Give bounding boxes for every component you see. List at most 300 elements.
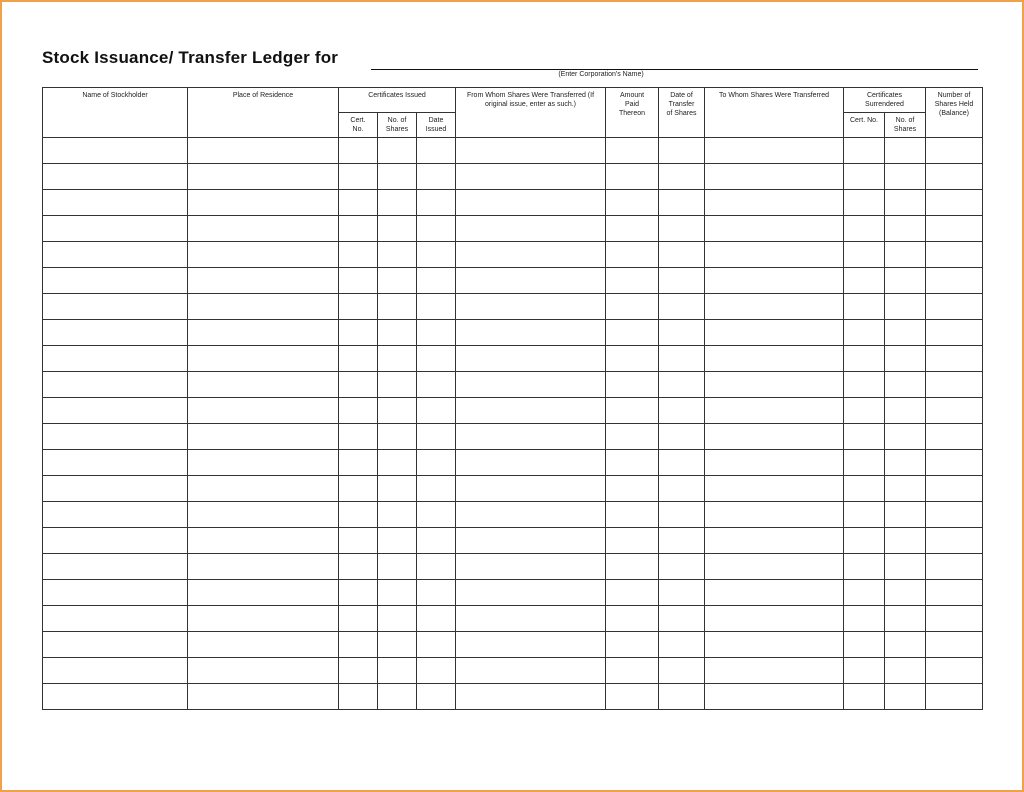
- cell-surrendered-no-shares[interactable]: [885, 476, 926, 502]
- cell-amount-paid[interactable]: [606, 424, 659, 450]
- cell-to-whom[interactable]: [705, 138, 844, 164]
- cell-no-shares[interactable]: [378, 138, 417, 164]
- cell-residence[interactable]: [188, 476, 339, 502]
- cell-surrendered-cert-no[interactable]: [844, 580, 885, 606]
- cell-date-transfer[interactable]: [659, 346, 705, 372]
- cell-shares-held[interactable]: [926, 606, 983, 632]
- cell-no-shares[interactable]: [378, 684, 417, 710]
- cell-surrendered-cert-no[interactable]: [844, 658, 885, 684]
- cell-surrendered-cert-no[interactable]: [844, 138, 885, 164]
- cell-residence[interactable]: [188, 528, 339, 554]
- cell-shares-held[interactable]: [926, 242, 983, 268]
- cell-date-transfer[interactable]: [659, 398, 705, 424]
- cell-date-issued[interactable]: [417, 658, 456, 684]
- cell-no-shares[interactable]: [378, 606, 417, 632]
- cell-name[interactable]: [43, 476, 188, 502]
- cell-date-issued[interactable]: [417, 138, 456, 164]
- cell-from-whom[interactable]: [456, 398, 606, 424]
- cell-cert-no[interactable]: [339, 684, 378, 710]
- cell-from-whom[interactable]: [456, 476, 606, 502]
- table-row: [43, 372, 983, 398]
- cell-cert-no[interactable]: [339, 502, 378, 528]
- cell-residence[interactable]: [188, 580, 339, 606]
- cell-surrendered-cert-no[interactable]: [844, 632, 885, 658]
- cell-date-issued[interactable]: [417, 554, 456, 580]
- cell-shares-held[interactable]: [926, 216, 983, 242]
- cell-date-issued[interactable]: [417, 216, 456, 242]
- cell-name[interactable]: [43, 632, 188, 658]
- cell-name[interactable]: [43, 242, 188, 268]
- cell-amount-paid[interactable]: [606, 476, 659, 502]
- cell-residence[interactable]: [188, 242, 339, 268]
- cell-surrendered-cert-no[interactable]: [844, 398, 885, 424]
- cell-shares-held[interactable]: [926, 320, 983, 346]
- cell-surrendered-no-shares[interactable]: [885, 242, 926, 268]
- cell-shares-held[interactable]: [926, 554, 983, 580]
- table-row: [43, 450, 983, 476]
- cell-surrendered-no-shares[interactable]: [885, 424, 926, 450]
- cell-date-transfer[interactable]: [659, 658, 705, 684]
- cell-to-whom[interactable]: [705, 632, 844, 658]
- cell-name[interactable]: [43, 268, 188, 294]
- cell-date-issued[interactable]: [417, 242, 456, 268]
- ledger-table: [42, 87, 983, 710]
- cell-name[interactable]: [43, 502, 188, 528]
- cell-name[interactable]: [43, 450, 188, 476]
- cell-from-whom[interactable]: [456, 632, 606, 658]
- cell-surrendered-cert-no[interactable]: [844, 320, 885, 346]
- table-row: [43, 242, 983, 268]
- cell-residence[interactable]: [188, 164, 339, 190]
- cell-date-transfer[interactable]: [659, 216, 705, 242]
- table-row: [43, 216, 983, 242]
- cell-date-issued[interactable]: [417, 476, 456, 502]
- table-row: [43, 294, 983, 320]
- cell-surrendered-no-shares[interactable]: [885, 346, 926, 372]
- cell-residence[interactable]: [188, 320, 339, 346]
- cell-no-shares[interactable]: [378, 502, 417, 528]
- cell-residence[interactable]: [188, 684, 339, 710]
- cell-no-shares[interactable]: [378, 554, 417, 580]
- cell-no-shares[interactable]: [378, 320, 417, 346]
- cell-shares-held[interactable]: [926, 528, 983, 554]
- cell-from-whom[interactable]: [456, 554, 606, 580]
- cell-surrendered-no-shares[interactable]: [885, 554, 926, 580]
- cell-shares-held[interactable]: [926, 372, 983, 398]
- cell-no-shares[interactable]: [378, 294, 417, 320]
- cell-cert-no[interactable]: [339, 580, 378, 606]
- cell-from-whom[interactable]: [456, 658, 606, 684]
- cell-cert-no[interactable]: [339, 528, 378, 554]
- cell-amount-paid[interactable]: [606, 528, 659, 554]
- cell-date-transfer[interactable]: [659, 554, 705, 580]
- cell-date-issued[interactable]: [417, 190, 456, 216]
- col-header-no-shares: No. of Shares: [378, 113, 417, 138]
- cell-surrendered-cert-no[interactable]: [844, 424, 885, 450]
- cell-to-whom[interactable]: [705, 450, 844, 476]
- cell-date-issued[interactable]: [417, 528, 456, 554]
- cell-from-whom[interactable]: [456, 502, 606, 528]
- cell-shares-held[interactable]: [926, 138, 983, 164]
- cell-cert-no[interactable]: [339, 476, 378, 502]
- cell-name[interactable]: [43, 580, 188, 606]
- cell-name[interactable]: [43, 658, 188, 684]
- cell-date-issued[interactable]: [417, 294, 456, 320]
- cell-residence[interactable]: [188, 502, 339, 528]
- cell-date-issued[interactable]: [417, 424, 456, 450]
- cell-no-shares[interactable]: [378, 450, 417, 476]
- table-row: [43, 424, 983, 450]
- table-row: [43, 138, 983, 164]
- cell-from-whom[interactable]: [456, 450, 606, 476]
- cell-to-whom[interactable]: [705, 476, 844, 502]
- cell-to-whom[interactable]: [705, 372, 844, 398]
- cell-amount-paid[interactable]: [606, 190, 659, 216]
- cell-name[interactable]: [43, 372, 188, 398]
- cell-shares-held[interactable]: [926, 450, 983, 476]
- cell-date-transfer[interactable]: [659, 632, 705, 658]
- cell-from-whom[interactable]: [456, 138, 606, 164]
- cell-shares-held[interactable]: [926, 294, 983, 320]
- cell-cert-no[interactable]: [339, 242, 378, 268]
- cell-amount-paid[interactable]: [606, 268, 659, 294]
- cell-shares-held[interactable]: [926, 580, 983, 606]
- cell-from-whom[interactable]: [456, 346, 606, 372]
- cell-no-shares[interactable]: [378, 216, 417, 242]
- cell-surrendered-cert-no[interactable]: [844, 450, 885, 476]
- col-header-surrendered-cert-no: Cert. No.: [844, 113, 885, 138]
- cell-no-shares[interactable]: [378, 190, 417, 216]
- cell-amount-paid[interactable]: [606, 658, 659, 684]
- cell-amount-paid[interactable]: [606, 138, 659, 164]
- cell-date-issued[interactable]: [417, 268, 456, 294]
- cell-cert-no[interactable]: [339, 190, 378, 216]
- col-header-shares-held: Number of Shares Held (Balance): [926, 88, 983, 138]
- cell-date-issued[interactable]: [417, 632, 456, 658]
- cell-surrendered-no-shares[interactable]: [885, 528, 926, 554]
- cell-name[interactable]: [43, 138, 188, 164]
- cell-surrendered-no-shares[interactable]: [885, 632, 926, 658]
- cell-name[interactable]: [43, 164, 188, 190]
- col-header-name: Name of Stockholder: [43, 88, 188, 138]
- cell-from-whom[interactable]: [456, 190, 606, 216]
- cell-name[interactable]: [43, 320, 188, 346]
- cell-to-whom[interactable]: [705, 554, 844, 580]
- cell-residence[interactable]: [188, 138, 339, 164]
- cell-surrendered-cert-no[interactable]: [844, 346, 885, 372]
- cell-shares-held[interactable]: [926, 424, 983, 450]
- cell-date-transfer[interactable]: [659, 294, 705, 320]
- cell-surrendered-no-shares[interactable]: [885, 164, 926, 190]
- cell-cert-no[interactable]: [339, 372, 378, 398]
- cell-surrendered-cert-no[interactable]: [844, 528, 885, 554]
- table-row: [43, 554, 983, 580]
- col-header-certificates-issued: Certificates Issued: [339, 88, 456, 113]
- cell-surrendered-no-shares[interactable]: [885, 502, 926, 528]
- cell-from-whom[interactable]: [456, 242, 606, 268]
- cell-name[interactable]: [43, 216, 188, 242]
- cell-amount-paid[interactable]: [606, 164, 659, 190]
- cell-to-whom[interactable]: [705, 320, 844, 346]
- cell-surrendered-cert-no[interactable]: [844, 502, 885, 528]
- cell-date-transfer[interactable]: [659, 476, 705, 502]
- cell-no-shares[interactable]: [378, 424, 417, 450]
- cell-surrendered-no-shares[interactable]: [885, 320, 926, 346]
- cell-cert-no[interactable]: [339, 164, 378, 190]
- cell-shares-held[interactable]: [926, 164, 983, 190]
- cell-shares-held[interactable]: [926, 398, 983, 424]
- cell-cert-no[interactable]: [339, 346, 378, 372]
- table-row: [43, 502, 983, 528]
- cell-shares-held[interactable]: [926, 190, 983, 216]
- cell-residence[interactable]: [188, 346, 339, 372]
- cell-surrendered-no-shares[interactable]: [885, 450, 926, 476]
- cell-amount-paid[interactable]: [606, 554, 659, 580]
- cell-to-whom[interactable]: [705, 502, 844, 528]
- cell-surrendered-no-shares[interactable]: [885, 580, 926, 606]
- cell-name[interactable]: [43, 424, 188, 450]
- cell-to-whom[interactable]: [705, 580, 844, 606]
- cell-name[interactable]: [43, 190, 188, 216]
- cell-from-whom[interactable]: [456, 424, 606, 450]
- cell-from-whom[interactable]: [456, 320, 606, 346]
- cell-surrendered-no-shares[interactable]: [885, 190, 926, 216]
- table-row: [43, 268, 983, 294]
- cell-date-issued[interactable]: [417, 502, 456, 528]
- cell-surrendered-no-shares[interactable]: [885, 658, 926, 684]
- cell-no-shares[interactable]: [378, 398, 417, 424]
- table-row: [43, 606, 983, 632]
- cell-to-whom[interactable]: [705, 684, 844, 710]
- cell-surrendered-cert-no[interactable]: [844, 216, 885, 242]
- cell-date-issued[interactable]: [417, 398, 456, 424]
- col-header-from-whom: From Whom Shares Were Transferred (If original issue, enter as such.): [456, 88, 606, 138]
- cell-amount-paid[interactable]: [606, 398, 659, 424]
- cell-cert-no[interactable]: [339, 658, 378, 684]
- cell-no-shares[interactable]: [378, 580, 417, 606]
- cell-cert-no[interactable]: [339, 398, 378, 424]
- cell-shares-held[interactable]: [926, 632, 983, 658]
- table-row: [43, 528, 983, 554]
- cell-amount-paid[interactable]: [606, 372, 659, 398]
- cell-from-whom[interactable]: [456, 580, 606, 606]
- cell-cert-no[interactable]: [339, 320, 378, 346]
- cell-date-issued[interactable]: [417, 450, 456, 476]
- cell-to-whom[interactable]: [705, 216, 844, 242]
- cell-date-transfer[interactable]: [659, 372, 705, 398]
- cell-no-shares[interactable]: [378, 632, 417, 658]
- cell-to-whom[interactable]: [705, 424, 844, 450]
- cell-residence[interactable]: [188, 294, 339, 320]
- cell-date-transfer[interactable]: [659, 450, 705, 476]
- cell-date-transfer[interactable]: [659, 424, 705, 450]
- corporation-name-line[interactable]: [371, 69, 978, 70]
- cell-amount-paid[interactable]: [606, 216, 659, 242]
- cell-surrendered-cert-no[interactable]: [844, 476, 885, 502]
- col-header-date-transfer: Date of Transfer of Shares: [659, 88, 705, 138]
- cell-name[interactable]: [43, 554, 188, 580]
- col-header-to-whom: To Whom Shares Were Transferred: [705, 88, 844, 138]
- cell-cert-no[interactable]: [339, 554, 378, 580]
- cell-cert-no[interactable]: [339, 424, 378, 450]
- cell-date-transfer[interactable]: [659, 606, 705, 632]
- cell-shares-held[interactable]: [926, 346, 983, 372]
- cell-surrendered-cert-no[interactable]: [844, 294, 885, 320]
- cell-date-issued[interactable]: [417, 164, 456, 190]
- cell-date-transfer[interactable]: [659, 242, 705, 268]
- table-row: [43, 190, 983, 216]
- cell-surrendered-no-shares[interactable]: [885, 684, 926, 710]
- cell-residence[interactable]: [188, 450, 339, 476]
- cell-to-whom[interactable]: [705, 294, 844, 320]
- cell-shares-held[interactable]: [926, 658, 983, 684]
- cell-surrendered-no-shares[interactable]: [885, 138, 926, 164]
- cell-surrendered-no-shares[interactable]: [885, 294, 926, 320]
- cell-date-issued[interactable]: [417, 320, 456, 346]
- cell-no-shares[interactable]: [378, 372, 417, 398]
- cell-from-whom[interactable]: [456, 164, 606, 190]
- cell-date-issued[interactable]: [417, 606, 456, 632]
- col-header-amount-paid: Amount Paid Thereon: [606, 88, 659, 138]
- cell-to-whom[interactable]: [705, 528, 844, 554]
- cell-no-shares[interactable]: [378, 346, 417, 372]
- cell-no-shares[interactable]: [378, 476, 417, 502]
- cell-shares-held[interactable]: [926, 502, 983, 528]
- cell-to-whom[interactable]: [705, 164, 844, 190]
- cell-amount-paid[interactable]: [606, 450, 659, 476]
- cell-surrendered-cert-no[interactable]: [844, 268, 885, 294]
- table-row: [43, 398, 983, 424]
- cell-surrendered-no-shares[interactable]: [885, 606, 926, 632]
- cell-to-whom[interactable]: [705, 658, 844, 684]
- cell-shares-held[interactable]: [926, 684, 983, 710]
- cell-cert-no[interactable]: [339, 138, 378, 164]
- cell-shares-held[interactable]: [926, 476, 983, 502]
- cell-cert-no[interactable]: [339, 450, 378, 476]
- cell-surrendered-cert-no[interactable]: [844, 554, 885, 580]
- cell-amount-paid[interactable]: [606, 606, 659, 632]
- cell-residence[interactable]: [188, 190, 339, 216]
- cell-surrendered-no-shares[interactable]: [885, 216, 926, 242]
- cell-surrendered-cert-no[interactable]: [844, 190, 885, 216]
- cell-residence[interactable]: [188, 606, 339, 632]
- cell-surrendered-cert-no[interactable]: [844, 242, 885, 268]
- cell-to-whom[interactable]: [705, 190, 844, 216]
- cell-amount-paid[interactable]: [606, 242, 659, 268]
- cell-from-whom[interactable]: [456, 268, 606, 294]
- cell-cert-no[interactable]: [339, 606, 378, 632]
- cell-date-transfer[interactable]: [659, 320, 705, 346]
- table-row: [43, 320, 983, 346]
- cell-residence[interactable]: [188, 372, 339, 398]
- col-header-cert-no: Cert. No.: [339, 113, 378, 138]
- cell-residence[interactable]: [188, 424, 339, 450]
- cell-no-shares[interactable]: [378, 528, 417, 554]
- cell-amount-paid[interactable]: [606, 320, 659, 346]
- cell-to-whom[interactable]: [705, 268, 844, 294]
- cell-date-issued[interactable]: [417, 346, 456, 372]
- cell-residence[interactable]: [188, 658, 339, 684]
- cell-from-whom[interactable]: [456, 294, 606, 320]
- cell-amount-paid[interactable]: [606, 502, 659, 528]
- cell-date-issued[interactable]: [417, 684, 456, 710]
- col-header-date-issued: Date Issued: [417, 113, 456, 138]
- cell-surrendered-no-shares[interactable]: [885, 268, 926, 294]
- cell-date-issued[interactable]: [417, 372, 456, 398]
- cell-surrendered-cert-no[interactable]: [844, 606, 885, 632]
- col-header-residence: Place of Residence: [188, 88, 339, 138]
- cell-no-shares[interactable]: [378, 164, 417, 190]
- cell-cert-no[interactable]: [339, 632, 378, 658]
- cell-cert-no[interactable]: [339, 294, 378, 320]
- cell-amount-paid[interactable]: [606, 346, 659, 372]
- cell-name[interactable]: [43, 684, 188, 710]
- cell-date-transfer[interactable]: [659, 268, 705, 294]
- cell-from-whom[interactable]: [456, 528, 606, 554]
- cell-name[interactable]: [43, 606, 188, 632]
- cell-date-transfer[interactable]: [659, 164, 705, 190]
- cell-date-transfer[interactable]: [659, 580, 705, 606]
- cell-residence[interactable]: [188, 554, 339, 580]
- cell-surrendered-cert-no[interactable]: [844, 372, 885, 398]
- cell-date-transfer[interactable]: [659, 138, 705, 164]
- ledger-body: [43, 138, 983, 710]
- cell-name[interactable]: [43, 346, 188, 372]
- cell-from-whom[interactable]: [456, 216, 606, 242]
- cell-cert-no[interactable]: [339, 268, 378, 294]
- table-row: [43, 476, 983, 502]
- cell-date-transfer[interactable]: [659, 684, 705, 710]
- cell-to-whom[interactable]: [705, 242, 844, 268]
- cell-date-transfer[interactable]: [659, 190, 705, 216]
- cell-date-transfer[interactable]: [659, 502, 705, 528]
- cell-name[interactable]: [43, 398, 188, 424]
- cell-shares-held[interactable]: [926, 268, 983, 294]
- cell-amount-paid[interactable]: [606, 294, 659, 320]
- cell-no-shares[interactable]: [378, 242, 417, 268]
- cell-no-shares[interactable]: [378, 268, 417, 294]
- cell-cert-no[interactable]: [339, 216, 378, 242]
- cell-to-whom[interactable]: [705, 346, 844, 372]
- cell-residence[interactable]: [188, 268, 339, 294]
- cell-from-whom[interactable]: [456, 372, 606, 398]
- cell-name[interactable]: [43, 294, 188, 320]
- cell-amount-paid[interactable]: [606, 632, 659, 658]
- cell-to-whom[interactable]: [705, 398, 844, 424]
- cell-amount-paid[interactable]: [606, 684, 659, 710]
- table-row: [43, 346, 983, 372]
- page-title: Stock Issuance/ Transfer Ledger for: [42, 48, 339, 67]
- col-header-surrendered-no-shares: No. of Shares: [885, 113, 926, 138]
- cell-amount-paid[interactable]: [606, 580, 659, 606]
- cell-surrendered-cert-no[interactable]: [844, 684, 885, 710]
- cell-date-issued[interactable]: [417, 580, 456, 606]
- cell-name[interactable]: [43, 528, 188, 554]
- cell-to-whom[interactable]: [705, 606, 844, 632]
- table-row: [43, 580, 983, 606]
- cell-residence[interactable]: [188, 216, 339, 242]
- cell-surrendered-no-shares[interactable]: [885, 372, 926, 398]
- table-row: [43, 632, 983, 658]
- cell-from-whom[interactable]: [456, 684, 606, 710]
- cell-no-shares[interactable]: [378, 658, 417, 684]
- cell-from-whom[interactable]: [456, 606, 606, 632]
- cell-residence[interactable]: [188, 632, 339, 658]
- cell-residence[interactable]: [188, 398, 339, 424]
- cell-date-transfer[interactable]: [659, 528, 705, 554]
- cell-surrendered-cert-no[interactable]: [844, 164, 885, 190]
- cell-surrendered-no-shares[interactable]: [885, 398, 926, 424]
